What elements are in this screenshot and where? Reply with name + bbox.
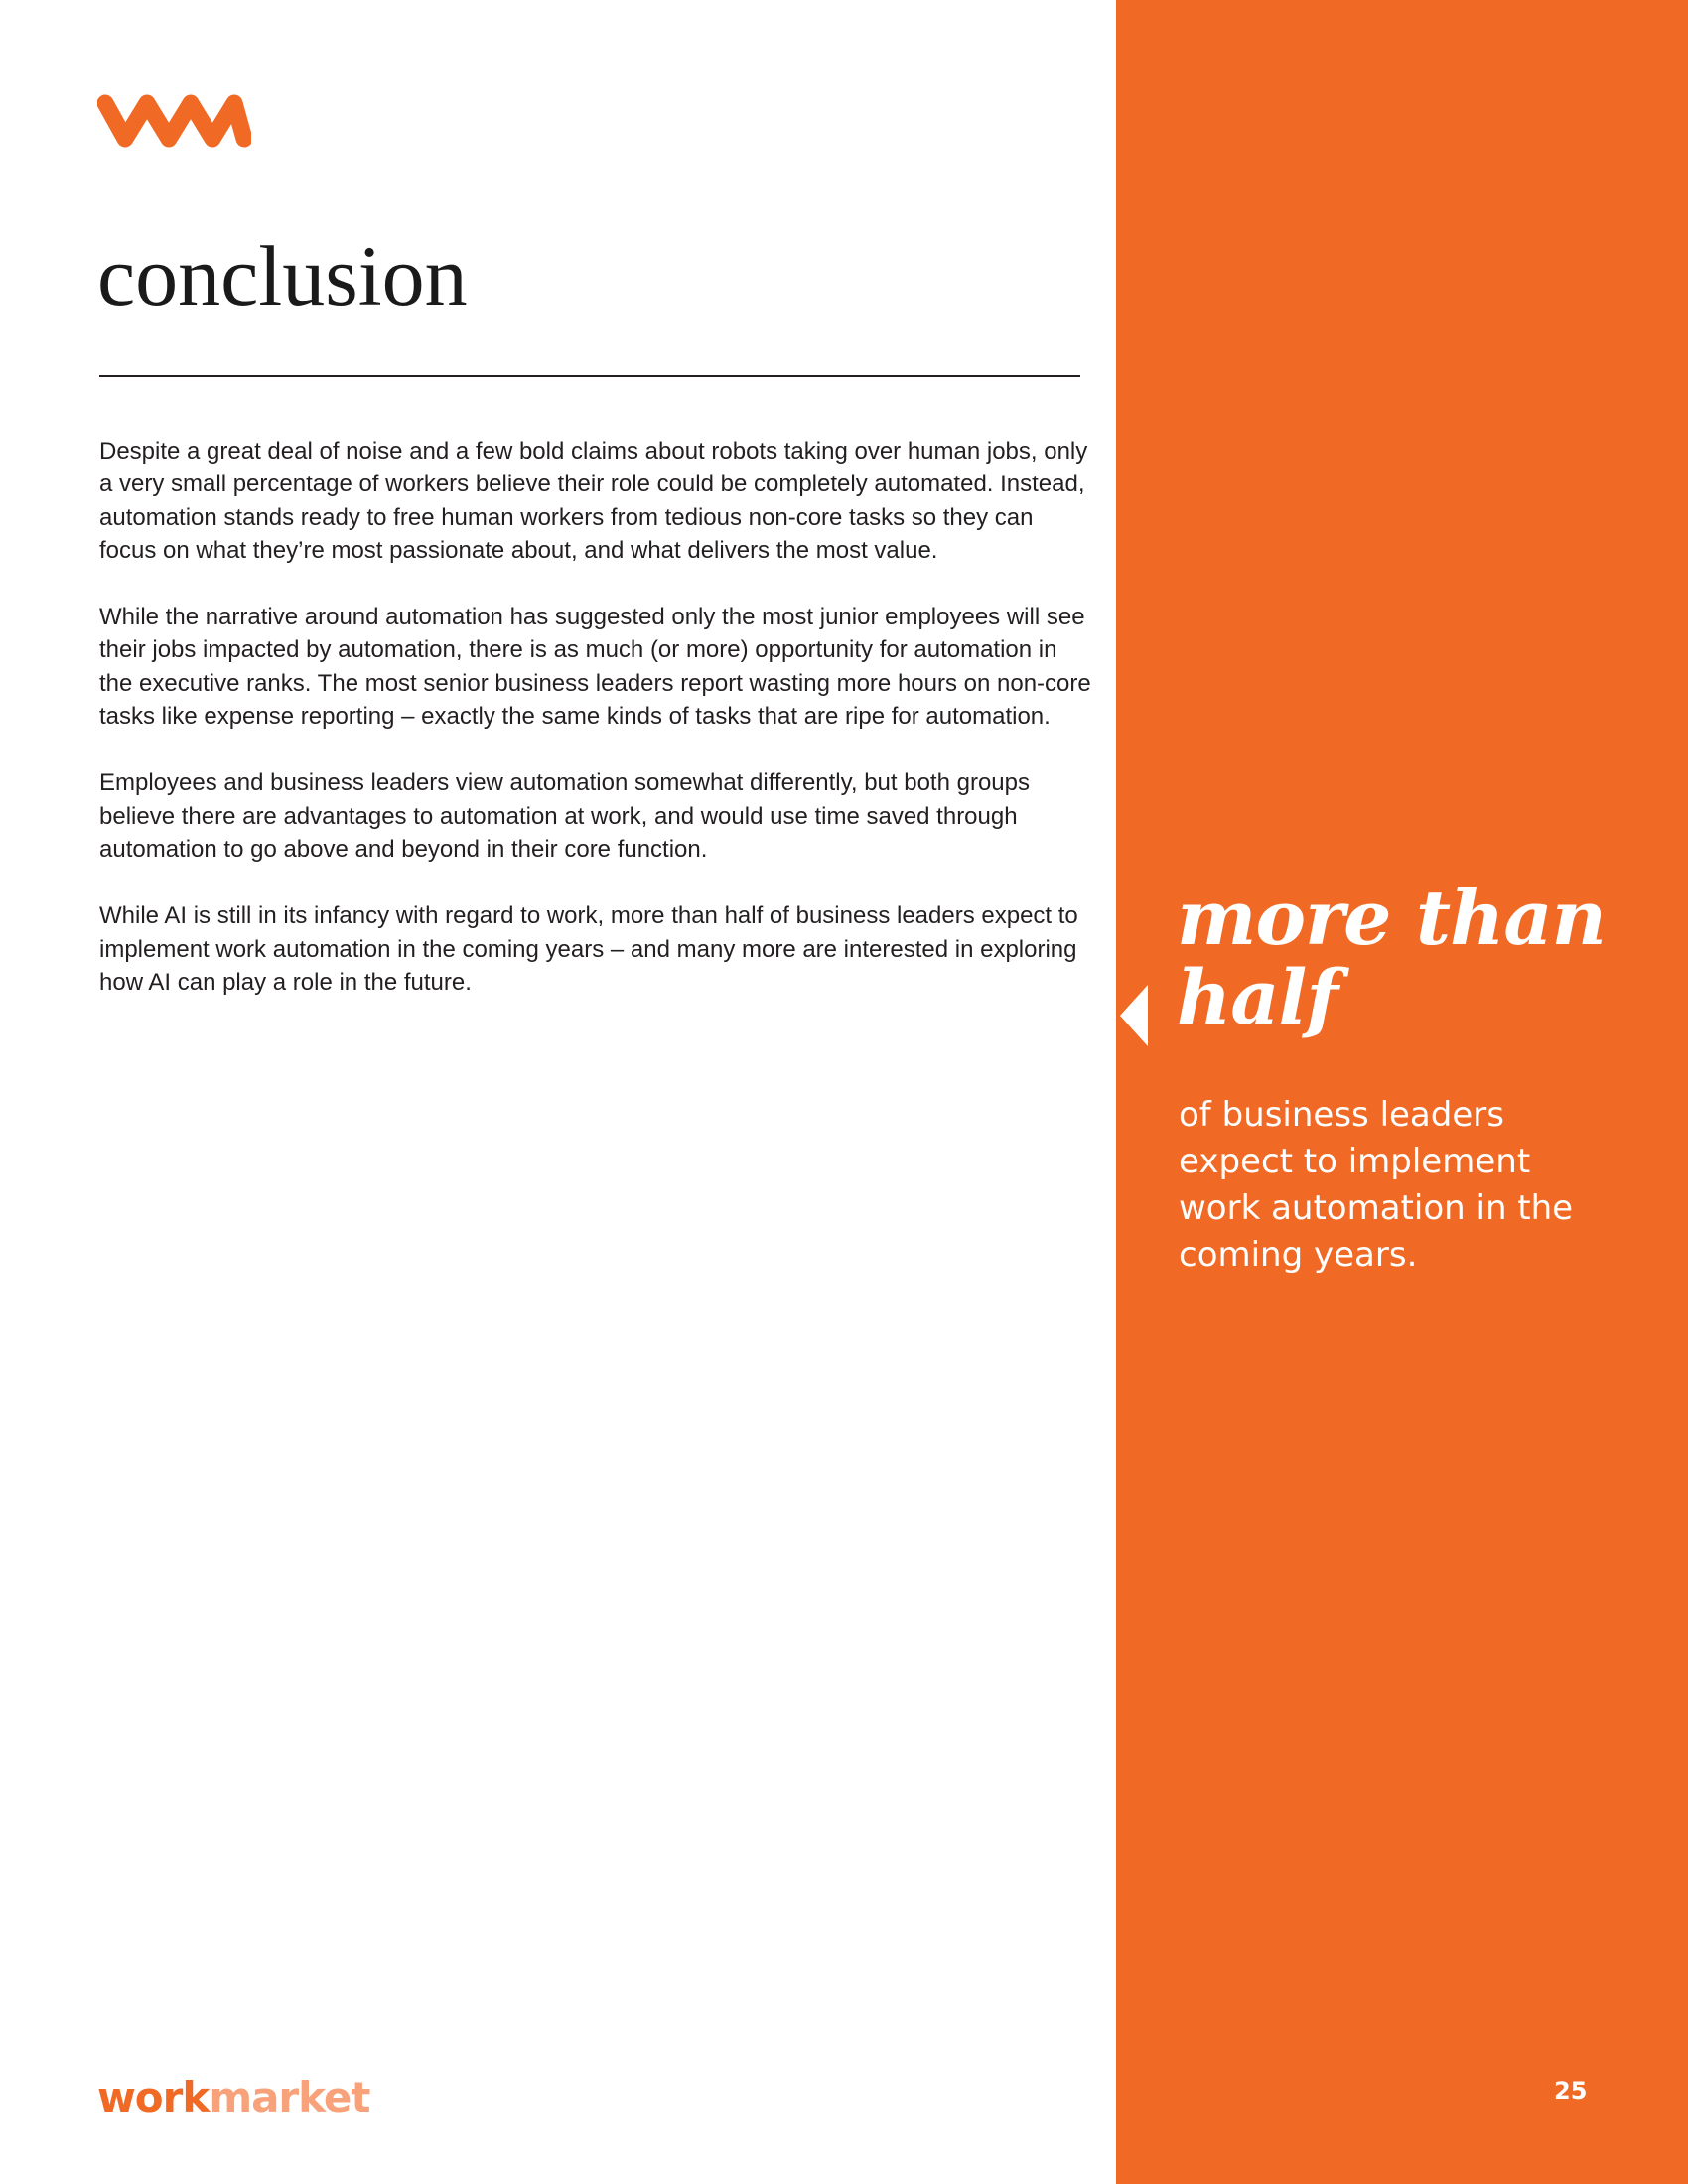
callout-text: of business leaders expect to implement work automation in the coming years. [1179, 1095, 1574, 1275]
paragraph-3: Employees and business leaders view automation somewhat differently, but both groups believe there are advantages to automation at work, and would use time saved through automation to go above and beyond in their core function. [99, 769, 1030, 863]
page-number: 25 [1554, 2077, 1588, 2105]
brand-work: work [97, 2073, 210, 2121]
brand-market: market [209, 2073, 370, 2121]
body-text [99, 435, 1092, 1032]
highlight-line-2: half [1177, 953, 1338, 1041]
paragraph-4: While AI is still in its infancy with regard to work, more than half of business leaders expect to implement work automation in the coming years – and many more are interested in exploring how AI can play a role in the future. [99, 902, 1078, 996]
page-title: conclusion [97, 228, 468, 324]
paragraph-2: While the narrative around automation has suggested only the most junior employees will see their jobs impacted by automation, there is as much (or more) opportunity for automation in the executive ranks. The most senior business leaders report wasting more hours on non-core tasks like expense reporting – exactly the same kinds of tasks that are ripe for automation. [99, 604, 1091, 731]
title-divider [99, 375, 1080, 377]
brand-logo [97, 2073, 370, 2121]
triangle-left-icon [1116, 985, 1148, 1046]
wm-logo-icon [97, 89, 251, 151]
highlight-heading [1177, 874, 1653, 1041]
highlight-line-1: more than [1177, 874, 1606, 962]
paragraph-1: Despite a great deal of noise and a few bold claims about robots taking over human jobs, only a very small percentage of workers believe their role could be completely automated. Instead, automation stands ready to free human workers from tedious non-core tasks so they can focus on what they’re most passionate about, and what delivers the most value. [99, 438, 1088, 564]
